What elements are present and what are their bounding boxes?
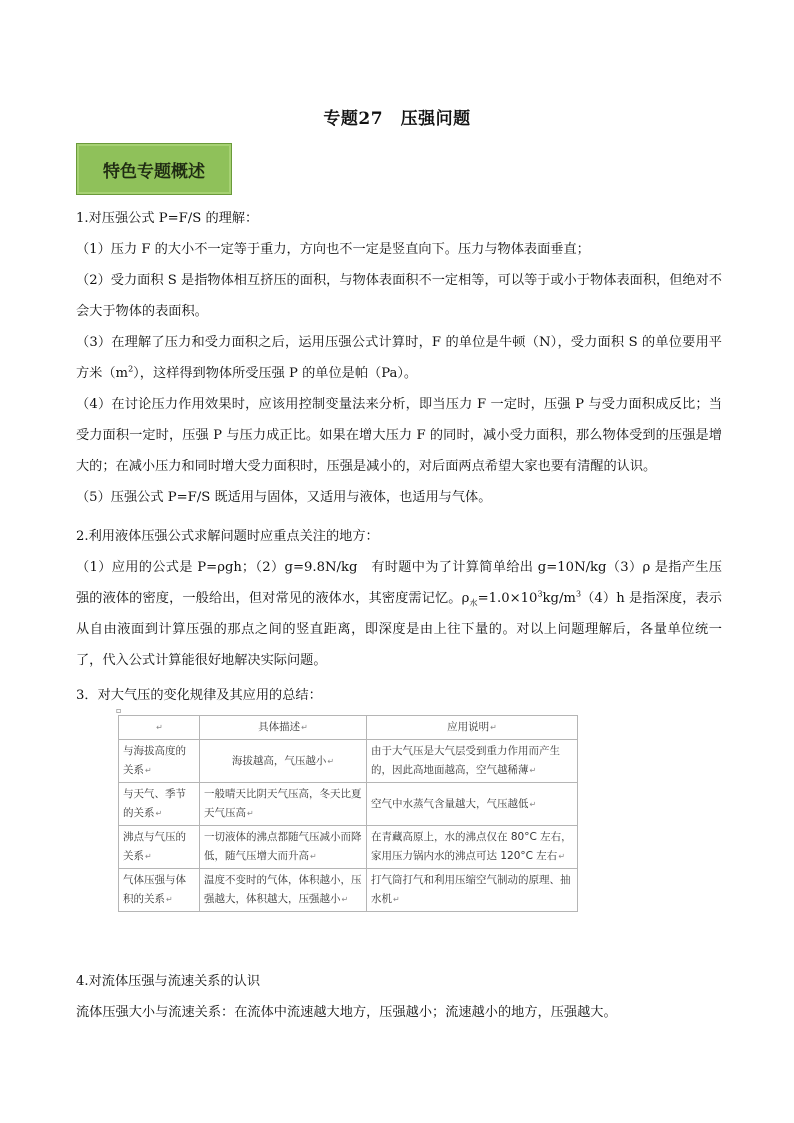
section-4-heading: 4.对流体压强与流速关系的认识	[76, 974, 261, 989]
pressure-table-wrap	[116, 706, 580, 964]
table-header-row	[119, 716, 578, 740]
table-cell: 与海拔高度的关系↵	[119, 740, 200, 783]
table-cell: 打气筒打气和利用压缩空气制动的原理、抽水机↵	[367, 869, 578, 912]
table-cell: 由于大气压是大气层受到重力作用而产生的，因此高地面越高，空气越稀薄↵	[367, 740, 578, 783]
page-title: 专题27 压强问题	[323, 109, 471, 129]
table-row	[119, 783, 578, 826]
table-header-cell: ↵	[119, 716, 200, 740]
table-header-cell: 具体描述↵	[200, 716, 367, 740]
table-cell: 气体压强与体积的关系↵	[119, 869, 200, 912]
table-cell: 在青藏高原上，水的沸点仅在 80°C 左右，家用压力锅内水的沸点可达 120°C 左右↵	[367, 826, 578, 869]
section-3-heading-wrap	[76, 680, 722, 711]
section-banner: 特色专题概述	[76, 143, 232, 195]
section-2-heading: 2.利用液体压强公式求解问题时应重点关注的地方：	[76, 529, 379, 544]
table-header-cell: 应用说明↵	[367, 716, 578, 740]
section-1	[76, 203, 722, 513]
section-4-body: 流体压强大小与流速关系：在流体中流速越大地方，压强越小；流速越小的地方，压强越大。	[76, 1005, 617, 1020]
table-cell: 沸点与气压的关系↵	[119, 826, 200, 869]
table-row	[119, 826, 578, 869]
table-cell: 与天气、季节的关系↵	[119, 783, 200, 826]
section-4	[76, 966, 722, 1028]
pressure-table	[118, 715, 578, 912]
table-cell: 一般晴天比阴天气压高，冬天比夏天气压高↵	[200, 783, 367, 826]
section-1-point-5: （5）压强公式 P=F/S 既适用与固体，又适用与液体，也适用与气体。	[76, 490, 492, 505]
section-1-point-1: （1）压力 F 的大小不一定等于重力，方向也不一定是竖直向下。压力与物体表面垂直；	[76, 242, 590, 257]
section-1-point-2: （2）受力面积 S 是指物体相互挤压的面积，与物体表面积不一定相等，可以等于或小于物体表面积，但绝对不会大于物体的表面积。	[76, 273, 722, 319]
section-1-point-4: （4）在讨论压力作用效果时，应该用控制变量法来分析，即当压力 F 一定时，压强 P 与受力面积成反比；当受力面积一定时，压强 P 与压力成正比。如果在增大压力 F 的同时，减小受力面积，那么物体受到的压强是增大的；在减小压力和同时增大受力面积时，压强是减小的，对后面两点希望大家也要有清醒的认识。	[76, 397, 722, 474]
table-row	[119, 869, 578, 912]
section-2	[76, 521, 722, 676]
table-cell: 空气中水蒸气含量越大，气压越低↵	[367, 783, 578, 826]
table-cell: 温度不变时的气体，体积越小，压强越大，体积越大，压强越小↵	[200, 869, 367, 912]
table-cell: 海拔越高，气压越小↵	[200, 740, 367, 783]
table-row	[119, 740, 578, 783]
section-1-heading: 1.对压强公式 P=F/S 的理解：	[76, 211, 259, 226]
section-2-body: （1）应用的公式是 P=ρgh；（2）g=9.8N/kg 有时题中为了计算简单给出 g=10N/kg（3）ρ 是指产生压强的液体的密度，一般给出，但对常见的液体水，其密度需记忆。$\rho_水=1.0\times 10^3kg/m^3(4)h$ 是指深度，表示从自由液面到计算压强的那点之间的竖直距离，即深度是由上往下量的。对以上问题理解后，各量单位统一了，代入公式计算能很好地解决实际问题。	[76, 560, 722, 668]
table-cell: 一切液体的沸点都随气压减小而降低，随气压增大而升高↵	[200, 826, 367, 869]
table-corner-mark: ▫	[116, 706, 122, 715]
section-1-point-3: （3）在理解了压力和受力面积之后，运用压强公式计算时，F 的单位是牛顿（N），受力面积 S 的单位要用平方米$(m^2)$，这样得到物体所受压强 P 的单位是帕（Pa）。	[76, 335, 722, 381]
section-3-heading: 3．对大气压的变化规律及其应用的总结：	[76, 688, 322, 703]
